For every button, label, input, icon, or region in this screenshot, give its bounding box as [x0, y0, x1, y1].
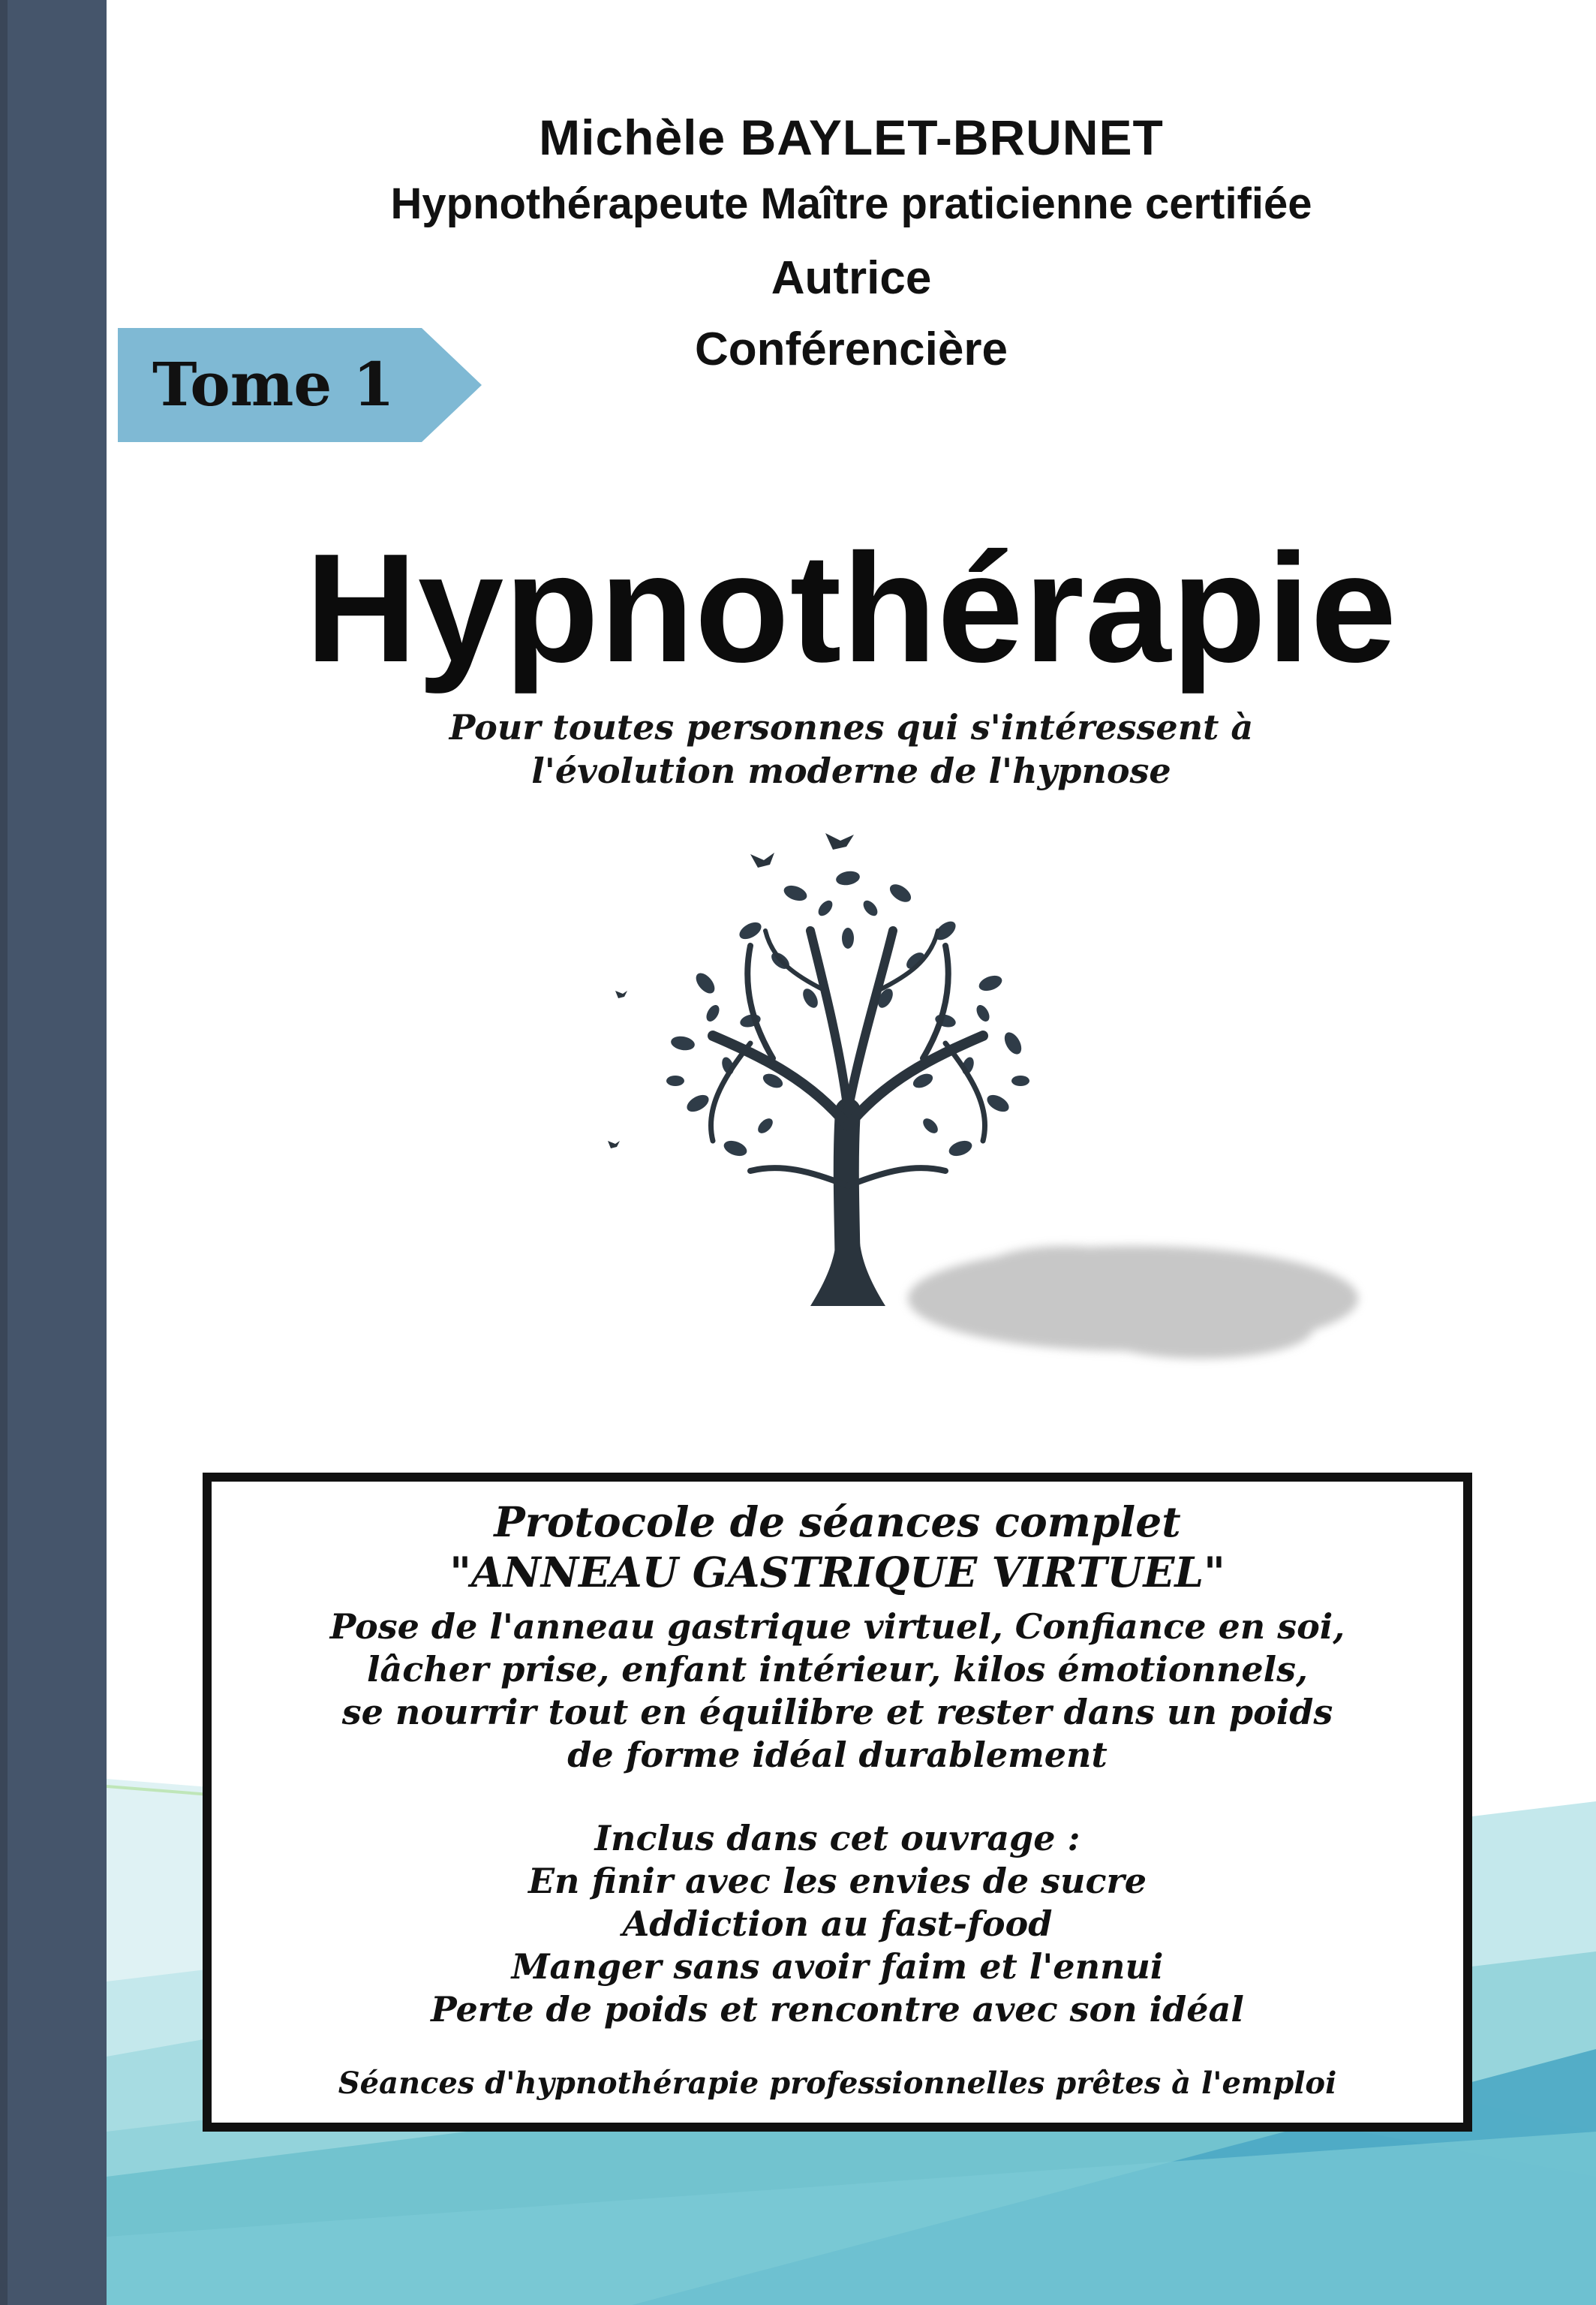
description-line-1: Pose de l'anneau gastrique virtuel, Confiance en soi, — [329, 1606, 1345, 1647]
author-title-conferenciere: Conférencière — [695, 323, 1008, 375]
description-line-4: de forme idéal durablement — [567, 1735, 1108, 1775]
protocol-heading-2: "ANNEAU GASTRIQUE VIRTUEL" — [449, 1548, 1225, 1596]
author-title-autrice: Autrice — [771, 252, 932, 304]
protocol-footer: Séances d'hypnothérapie professionnelles prêtes à l'emploi — [338, 2066, 1337, 2101]
included-item-1: En finir avec les envies de sucre — [527, 1861, 1147, 1901]
subtitle-line-2: l'évolution moderne de l'hypnose — [531, 751, 1171, 791]
description-line-2: lâcher prise, enfant intérieur, kilos émotionnels, — [366, 1649, 1309, 1690]
included-item-3: Manger sans avoir faim et l'ennui — [511, 1946, 1164, 1987]
book-title: Hypnothérapie — [305, 522, 1398, 694]
tree-with-birds-icon — [525, 811, 1411, 1396]
author-name: Michèle BAYLET-BRUNET — [539, 110, 1164, 165]
included-heading: Inclus dans cet ouvrage : — [594, 1818, 1081, 1858]
included-item-2: Addiction au fast-food — [622, 1903, 1053, 1944]
spine-edge — [0, 0, 8, 2305]
description-line-3: se nourrir tout en équilibre et rester dans un poids — [341, 1692, 1333, 1732]
book-subtitle — [107, 706, 1596, 793]
subtitle-line-1: Pour toutes personnes qui s'intéressent à — [449, 707, 1254, 748]
author-role: Hypnothérapeute Maître praticienne certifiée — [390, 179, 1312, 228]
included-item-4: Perte de poids et rencontre avec son idéal — [431, 1989, 1244, 2030]
book-spine — [0, 0, 107, 2305]
protocol-heading: Protocole de séances complet — [494, 1497, 1181, 1546]
tome-label: Tome 1 — [152, 349, 395, 420]
